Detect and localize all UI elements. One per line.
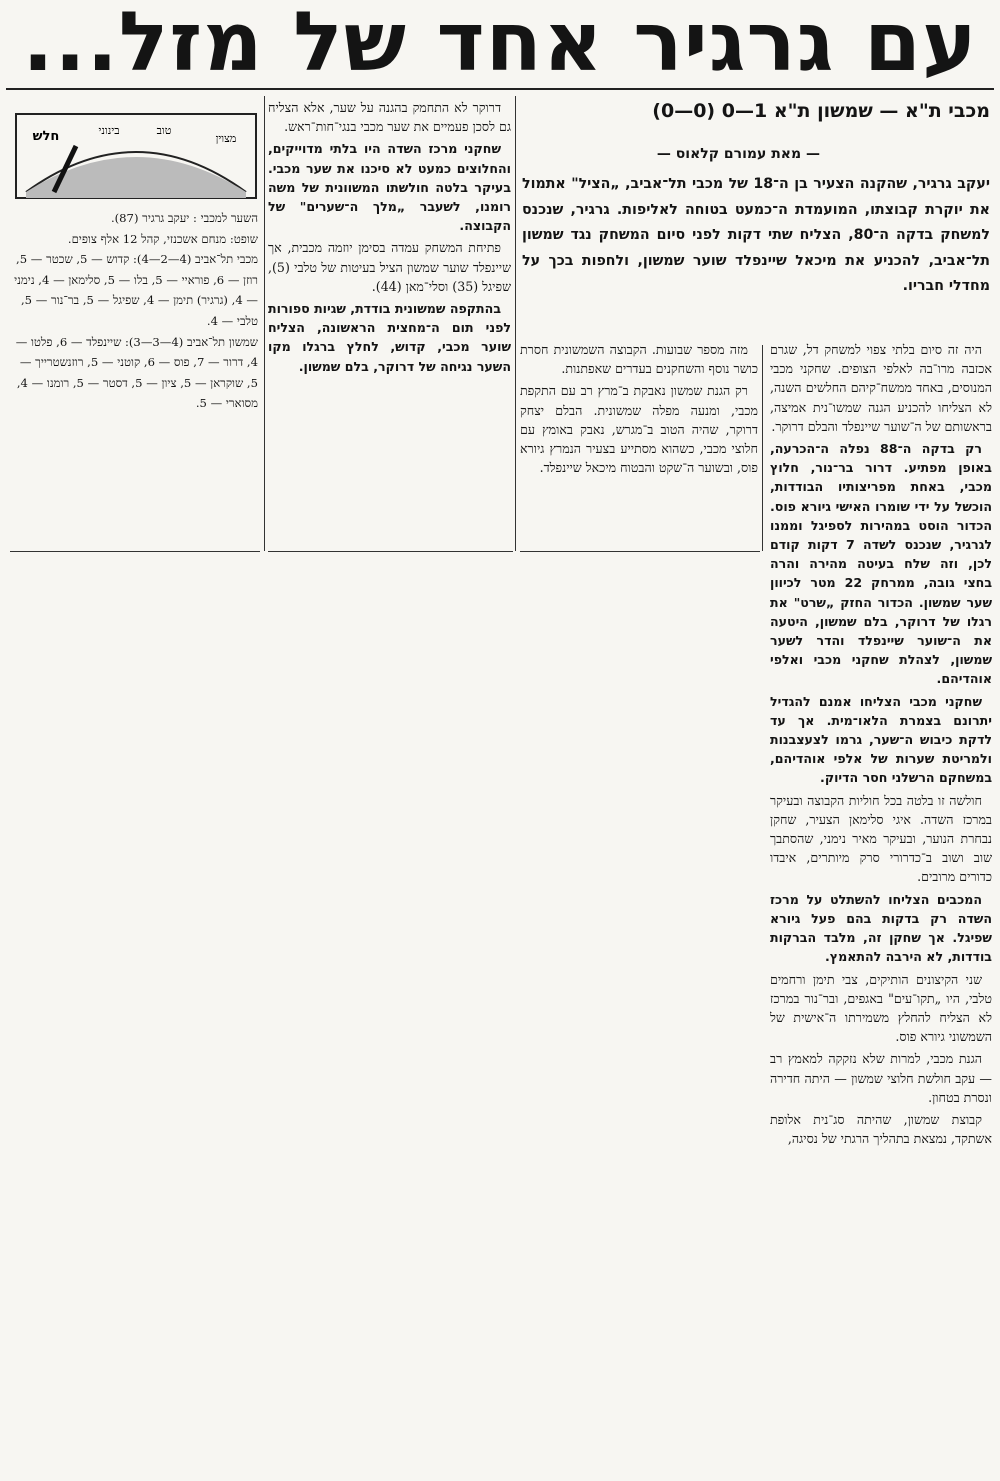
paragraph: שחקני מכבי הצליחו אמנם להגדיל יתרונם בצמרת הלאו־מית. אך עד לדקת כיבוש ה־שער, גרמו לצעצבנות ולמריטת שערות של אלפי אוהדיהם, במשחקם הרשלני חסר הדיוק. [770, 693, 992, 786]
column-divider [762, 345, 763, 551]
paragraph: חולשה זו בלטה בכל חוליות הקבוצה ובעיקר במרכז השדה. איגי סלימאן הצעיר, שחקן נבחרת הנוער, ובעיקר מאיר נימני, שהסתבך שוב ושוב ב־כדרורי סרק מיותרים, איבדו כדורים מרובים. [770, 792, 992, 885]
paragraph: בהתקפה שמשונית בודדת, שגיות ספורות לפני תום ה־מחצית הראשונה, הצליח שוער מכבי, קדוש, לחלץ ברגלו מקו השער נגיחה של דרוקר, בלם שמשון. [268, 301, 511, 374]
article-byline: — מאת עמורם קלאוס — [656, 146, 820, 162]
lead-paragraph: יעקב גרגיר, שהקנה הצעיר בן ה־18 של מכבי תל־אביב, „הציל" אתמול את יוקרת קבוצתו, המועמדת ה־כמעט בטוחה לאליפות. גרגיר, שנכנס למשחק בדקה ה־80, הצליח שתי דקות לפני סיום המשחק נגד שמשון תל־אביב, להכניע את מיכאל שיינפלד שוער שמשון, ולחפות בכך על מחדלי חבריו. [522, 176, 990, 294]
shimshon-lineup: שמשון תל־אביב (4—3—3): שיינפלד — 6, פלטו — 4, דרור — 7, פוס — 6, קוטני — 5, רוזנשטרייך — 5, שוקראן — 5, ציון — 5, דסטר — 5, רומנו — 4, מסוארי — 5. [15, 334, 258, 411]
maccabi-lineup: מכבי תל־אביב (4—2—4): קדוש — 5, שכטר — 5, רוזן — 6, פוראיי — 5, בלו — 5, סלימאן — 4, נימני — 4, (גרגיר) תימן — 4, שפיגל — 5, בר־נור — 5, טלבי — 4. [14, 252, 258, 328]
paragraph: מזה מספר שבועות. הקבוצה השמשונית חסרת כושר נוסף והשחקנים בעדרים שאפתנות. [520, 342, 758, 377]
gauge-label-weak: חלש [32, 129, 60, 144]
column-divider [515, 96, 516, 551]
referee-line: שופט: מנחם אשכנזי, קהל 12 אלף צופים. [67, 231, 258, 246]
column-divider [264, 96, 265, 551]
paragraph: דרוקר לא התחמק בהגנה על שער, אלא הצליח גם לסכן פעמיים את שער מכבי בנגי־חות־ראש. [268, 100, 511, 135]
gauge-label-average: בינוני [98, 124, 120, 137]
article-column-middle [520, 340, 758, 548]
paragraph: קבוצת שמשון, שהיתה סג־נית אלופת אשתקד, נמצאת בתהליך הרגתי של נסיגה, [770, 1111, 992, 1147]
paragraph: רק בדקה ה־88 נפלה ה־הכרעה, באופן מפתיע. דרור בר־נור, חלוץ מכבי, באחת מפריצותיו הבודדות, הוכשל על ידי שומרו האישי גיורא פוס. הכדור הוסט במהירות לספיגל וממנו לגרגיר, שנכנס לשדה 7 דקות קודם לכן, וזה שלח בעיטה מהירה והרה בחצי גובה, ממרחק 22 מטר לכיוון שער שמשון. הכדור החזק „שרט" את רגלו של דרוקר, בלם שמשון, היטעה את ה־שוער שיינפלד והדר לשער שמשון, לצהלת שחקני מכבי ואלפי אוהדיהם. [770, 441, 992, 687]
gauge-label-excellent: מצוין [215, 132, 237, 145]
paragraph: פתיחת המשחק עמדה בסימן יוזמה מכבית, אך שיינפלד שוער שמשון הציל בעיטות של טלבי (5), שפיגל (35) וסלי־מאן (44). [268, 240, 511, 294]
paragraph: רק הגנת שמשון נאבקת ב־מרץ רב עם התקפת מכבי, ומנעה מפלה שמשונית. הבלם יצחק דרוקר, שהיה הטוב ב־מגרש, נאבק באומץ עם חלוצי מכבי, כשהוא מסתייע בצעיר הנמרץ גיורא פוס, ובשוער ה־שקט והבטוח מיכאל שיינפלד. [520, 383, 758, 476]
article-column-right [770, 340, 992, 1481]
paragraph: שני הקיצונים הותיקים, צבי תימן ורחמים טלבי, היו „תקו־עים" באגפים, ובר־נור במרכז לא הצליח להחלץ משמירתו ה־אישית של השמשוני גיורא פוס. [770, 971, 992, 1045]
rating-gauge-icon [14, 112, 258, 200]
section-rule [268, 551, 513, 552]
paragraph: היה זה סיום בלתי צפוי למשחק דל, שגרם אכזבה מרו־בה לאלפי הצופים. שחקני מכבי המנוסים, באחד ממשח־קיהם החלשים השנה, לא הצליחו להכניע הגנה שמשו־נית אמיצה, בראשותם של ה־שוער שיינפלד והבלם דרוקר. [770, 342, 992, 434]
page-headline: עם גרגיר אחד של מזל... [22, 0, 978, 86]
match-title: מכבי ת"א — שמשון ת"א 1—0 (0—0) [652, 100, 990, 122]
article-column-left [268, 98, 511, 548]
paragraph: המכבים הצליחו להשתלט על מרכז השדה רק בדקות בהם פעל גיורא שפיגל. אך שחקן זה, מלבד הברקות בודדות, לא הירבה להתאמץ. [770, 891, 992, 965]
goal-line: השער למכבי : יעקב גרגיר (87). [110, 211, 258, 225]
section-rule [520, 551, 760, 552]
lineups-box [10, 208, 258, 414]
section-rule [10, 551, 260, 552]
paragraph: הגנת מכבי, למרות שלא נזקקה למאמץ רב — עקב חולשת חלוצי שמשון — היתה חדירה ונסרת בטחון. [770, 1051, 992, 1105]
headline-rule [6, 88, 994, 90]
paragraph: שחקני מרכז השדה היו בלתי מדוייקים, והחלוצים כמעט לא סיכנו את שער מכבי. בעיקר בלטה חולשתו המשוונית של משה רומנו, לשעבר „מלך ה־שערים" של הקבוצה. [268, 141, 511, 234]
gauge-label-good: טוב [156, 124, 172, 137]
